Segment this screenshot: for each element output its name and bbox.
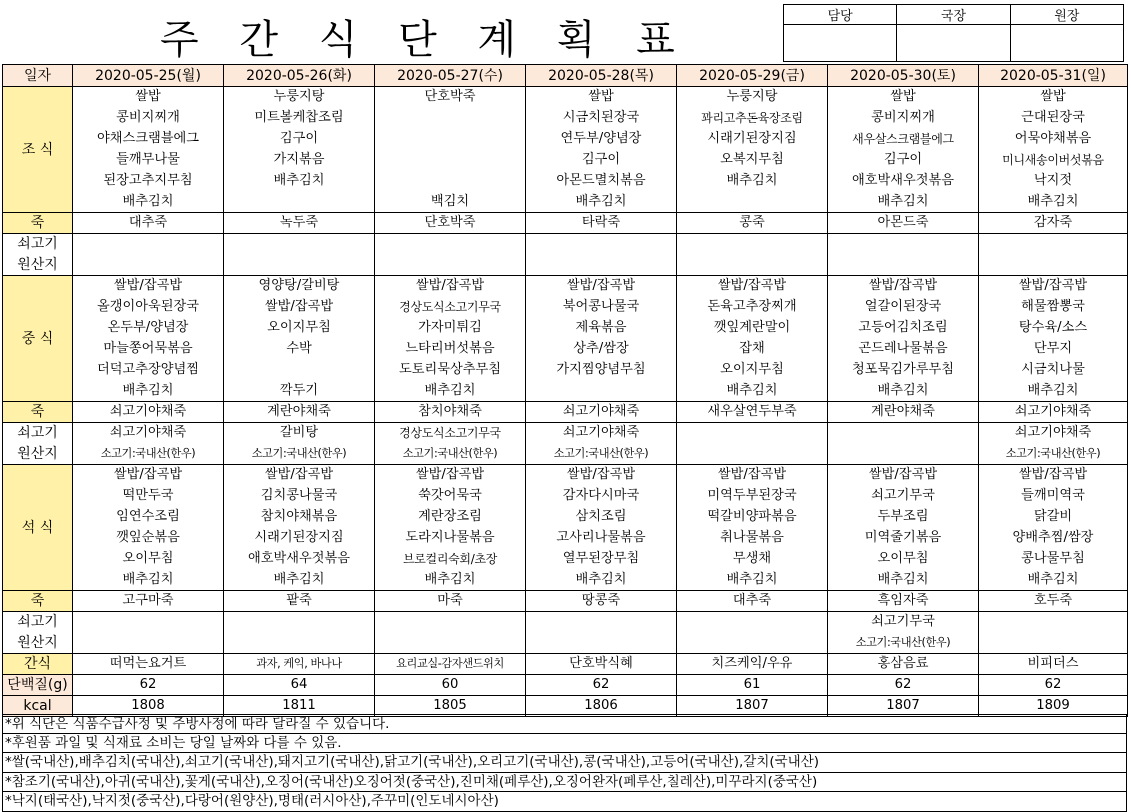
porridge-label: 죽 <box>3 213 73 234</box>
dish-cell: 미트볼케찹조림 <box>224 108 375 129</box>
dish-cell: 배추김치 <box>526 192 677 213</box>
kcal-cell: 1807 <box>677 696 828 717</box>
dish-cell: 배추김치 <box>677 570 828 591</box>
dish-cell: 제육볶음 <box>526 318 677 339</box>
dish-cell <box>224 360 375 381</box>
dish-cell: 쌀밥/잡곡밥 <box>224 465 375 486</box>
dish-cell: 배추김치 <box>979 192 1128 213</box>
origin-label: 원산지 <box>3 255 73 276</box>
approval-sign-cell[interactable] <box>897 25 1010 62</box>
dish-cell: 낙지젓 <box>979 171 1128 192</box>
origin-cell <box>979 633 1128 654</box>
dish-cell: 쌀밥/잡곡밥 <box>828 465 979 486</box>
origin-cell <box>526 234 677 255</box>
origin-cell <box>73 234 224 255</box>
dish-cell: 참치야채볶음 <box>224 507 375 528</box>
origin-cell <box>224 633 375 654</box>
dish-cell: 된장고추지무침 <box>73 171 224 192</box>
dish-cell: 아몬드멸치볶음 <box>526 171 677 192</box>
origin-cell <box>375 234 526 255</box>
dish-cell: 청포묵김가루무침 <box>828 360 979 381</box>
dish-cell: 배추김치 <box>979 381 1128 402</box>
dish-cell: 배추김치 <box>73 192 224 213</box>
dish-cell: 배추김치 <box>526 570 677 591</box>
dish-cell: 연두부/양념장 <box>526 129 677 150</box>
dish-cell: 영양탕/갈비탕 <box>224 276 375 297</box>
dish-cell: 탕수육/소스 <box>979 318 1128 339</box>
dish-cell: 김구이 <box>828 150 979 171</box>
dish-cell: 오이지무침 <box>677 360 828 381</box>
dish-cell: 콩비지찌개 <box>828 108 979 129</box>
date-header: 2020-05-27(수) <box>375 65 526 87</box>
origin-cell: 소고기:국내산(한우) <box>828 633 979 654</box>
porridge-cell: 호두죽 <box>979 591 1128 612</box>
dish-cell: 떡만두국 <box>73 486 224 507</box>
dish-cell: 근대된장국 <box>979 108 1128 129</box>
dish-cell: 상추/쌈장 <box>526 339 677 360</box>
meal-label-lunch: 중 식 <box>3 276 73 402</box>
kcal-cell: 1808 <box>73 696 224 717</box>
dish-cell: 배추김치 <box>677 171 828 192</box>
dish-cell: 배추김치 <box>677 381 828 402</box>
dish-cell: 오이무침 <box>828 549 979 570</box>
origin-cell <box>375 612 526 633</box>
origin-cell: 소고기:국내산(한우) <box>526 444 677 465</box>
dish-cell: 쌀밥 <box>73 87 224 108</box>
origin-cell: 소고기:국내산(한우) <box>73 444 224 465</box>
date-header: 2020-05-31(일) <box>979 65 1128 87</box>
origin-cell <box>979 612 1128 633</box>
porridge-cell: 단호박죽 <box>375 213 526 234</box>
porridge-cell: 땅콩죽 <box>526 591 677 612</box>
porridge-cell: 계란야채죽 <box>224 402 375 423</box>
origin-cell <box>677 444 828 465</box>
porridge-cell: 감자죽 <box>979 213 1128 234</box>
dish-cell: 쌀밥/잡곡밥 <box>526 465 677 486</box>
porridge-cell: 아몬드죽 <box>828 213 979 234</box>
origin-cell: 쇠고기야채죽 <box>73 423 224 444</box>
origin-cell <box>526 255 677 276</box>
snack-cell: 과자, 케익, 바나나 <box>224 654 375 675</box>
dish-cell: 쌀밥 <box>526 87 677 108</box>
dish-cell: 배추김치 <box>828 381 979 402</box>
dish-cell: 브로컬리숙회/초장 <box>375 549 526 570</box>
dish-cell: 임연수조림 <box>73 507 224 528</box>
dish-cell <box>375 171 526 192</box>
dish-cell: 도라지나물볶음 <box>375 528 526 549</box>
origin-label: 쇠고기 <box>3 612 73 633</box>
origin-cell: 쇠고기무국 <box>828 612 979 633</box>
origin-cell: 쇠고기야채죽 <box>979 423 1128 444</box>
porridge-cell: 콩죽 <box>677 213 828 234</box>
dish-cell: 올갱이아욱된장국 <box>73 297 224 318</box>
dish-cell: 백김치 <box>375 192 526 213</box>
origin-label: 쇠고기 <box>3 423 73 444</box>
dish-cell: 쌀밥/잡곡밥 <box>224 297 375 318</box>
snack-cell: 비피더스 <box>979 654 1128 675</box>
dish-cell: 배추김치 <box>828 570 979 591</box>
dish-cell: 얼갈이된장국 <box>828 297 979 318</box>
dish-cell: 계란장조림 <box>375 507 526 528</box>
kcal-cell: 1811 <box>224 696 375 717</box>
dish-cell: 들깨무나물 <box>73 150 224 171</box>
dish-cell: 배추김치 <box>224 570 375 591</box>
dish-cell: 곤드레나물볶음 <box>828 339 979 360</box>
dish-cell <box>677 192 828 213</box>
dish-cell: 북어콩나물국 <box>526 297 677 318</box>
origin-cell <box>375 255 526 276</box>
dish-cell <box>375 108 526 129</box>
dish-cell: 쇠고기무국 <box>828 486 979 507</box>
origin-cell <box>224 255 375 276</box>
dish-cell: 경상도식소고기무국 <box>375 297 526 318</box>
origin-cell <box>828 255 979 276</box>
dish-cell: 미역두부된장국 <box>677 486 828 507</box>
origin-cell <box>526 612 677 633</box>
porridge-cell: 대추죽 <box>73 213 224 234</box>
origin-label: 원산지 <box>3 444 73 465</box>
porridge-label: 죽 <box>3 402 73 423</box>
date-header: 2020-05-26(화) <box>224 65 375 87</box>
dish-cell: 두부조림 <box>828 507 979 528</box>
snack-cell: 떠먹는요거트 <box>73 654 224 675</box>
dish-cell: 쌀밥 <box>828 87 979 108</box>
dish-cell: 단호박죽 <box>375 87 526 108</box>
approval-sign-cell[interactable] <box>1010 25 1123 62</box>
dish-cell: 닭갈비 <box>979 507 1128 528</box>
porridge-cell: 마죽 <box>375 591 526 612</box>
notes-section <box>2 714 1127 812</box>
dish-cell: 배추김치 <box>73 381 224 402</box>
dish-cell: 배추김치 <box>375 570 526 591</box>
porridge-cell: 대추죽 <box>677 591 828 612</box>
page-title: 주 간 식 단 계 획 표 <box>160 17 689 63</box>
origin-cell <box>375 633 526 654</box>
dish-cell: 쌀밥/잡곡밥 <box>677 465 828 486</box>
origin-cell <box>224 234 375 255</box>
dish-cell: 미니새송이버섯볶음 <box>979 150 1128 171</box>
dish-cell: 쌀밥/잡곡밥 <box>828 276 979 297</box>
approval-label: 국장 <box>897 5 1010 25</box>
dish-cell: 야채스크램블에그 <box>73 129 224 150</box>
snack-cell: 홍삼음료 <box>828 654 979 675</box>
dish-cell: 애호박새우젓볶음 <box>224 549 375 570</box>
dish-cell: 배추김치 <box>979 570 1128 591</box>
origin-cell <box>828 423 979 444</box>
dish-cell: 가자미튀김 <box>375 318 526 339</box>
dish-cell: 어묵야채볶음 <box>979 129 1128 150</box>
dish-cell: 마늘쫑어묵볶음 <box>73 339 224 360</box>
dish-cell: 돈육고추장찌개 <box>677 297 828 318</box>
dish-cell: 가지볶음 <box>224 150 375 171</box>
dish-cell <box>375 129 526 150</box>
dish-cell: 시금치나물 <box>979 360 1128 381</box>
origin-cell <box>73 633 224 654</box>
dish-cell: 시금치된장국 <box>526 108 677 129</box>
dish-cell: 쌀밥/잡곡밥 <box>979 465 1128 486</box>
origin-cell: 쇠고기야채죽 <box>526 423 677 444</box>
origin-cell: 소고기:국내산(한우) <box>979 444 1128 465</box>
origin-label: 원산지 <box>3 633 73 654</box>
porridge-cell: 흑임자죽 <box>828 591 979 612</box>
approval-sign-cell[interactable] <box>784 25 897 62</box>
date-header: 2020-05-30(토) <box>828 65 979 87</box>
dish-cell: 쌀밥/잡곡밥 <box>73 465 224 486</box>
dish-cell: 온두부/양념장 <box>73 318 224 339</box>
dish-cell: 더덕고추장양념찜 <box>73 360 224 381</box>
porridge-cell: 타락죽 <box>526 213 677 234</box>
origin-cell <box>979 255 1128 276</box>
origin-cell <box>526 633 677 654</box>
protein-cell: 61 <box>677 675 828 696</box>
date-header: 2020-05-29(금) <box>677 65 828 87</box>
dish-cell: 시래기된장지짐 <box>677 129 828 150</box>
origin-label: 쇠고기 <box>3 234 73 255</box>
dish-cell: 미역줄기볶음 <box>828 528 979 549</box>
origin-cell <box>73 255 224 276</box>
dish-cell: 무생채 <box>677 549 828 570</box>
note-line: *낙지(태국산),낙지젓(중국산),다랑어(원양산),명태(러시아산),주꾸미(인도네시아산) <box>2 792 1127 812</box>
dish-cell: 쌀밥/잡곡밥 <box>73 276 224 297</box>
dish-cell: 가지찜양념무침 <box>526 360 677 381</box>
snack-label: 간식 <box>3 654 73 675</box>
porridge-cell: 새우살연두부죽 <box>677 402 828 423</box>
dish-cell: 양배추찜/쌈장 <box>979 528 1128 549</box>
porridge-cell: 쇠고기야채죽 <box>73 402 224 423</box>
kcal-label: kcal <box>3 696 73 717</box>
protein-cell: 60 <box>375 675 526 696</box>
dish-cell: 쌀밥/잡곡밥 <box>526 276 677 297</box>
dish-cell: 배추김치 <box>375 381 526 402</box>
dish-cell: 잡채 <box>677 339 828 360</box>
dish-cell: 쌀밥/잡곡밥 <box>677 276 828 297</box>
dish-cell: 꽈리고추돈육장조림 <box>677 108 828 129</box>
dish-cell: 새우살스크램블에그 <box>828 129 979 150</box>
note-line: *위 식단은 식품수급사정 및 주방사정에 따라 달라질 수 있습니다. <box>2 714 1127 734</box>
dish-cell: 열무된장무침 <box>526 549 677 570</box>
dish-cell: 떡갈비양파볶음 <box>677 507 828 528</box>
protein-cell: 62 <box>73 675 224 696</box>
origin-cell <box>73 612 224 633</box>
dish-cell: 배추김치 <box>73 570 224 591</box>
approval-box <box>783 4 1124 62</box>
dish-cell: 배추김치 <box>224 171 375 192</box>
origin-cell <box>828 444 979 465</box>
dish-cell: 들깨미역국 <box>979 486 1128 507</box>
dish-cell: 김구이 <box>224 129 375 150</box>
dish-cell: 배추김치 <box>828 192 979 213</box>
origin-cell <box>677 255 828 276</box>
kcal-cell: 1807 <box>828 696 979 717</box>
porridge-cell: 계란야채죽 <box>828 402 979 423</box>
dish-cell: 쌀밥 <box>979 87 1128 108</box>
dish-cell: 감자다시마국 <box>526 486 677 507</box>
origin-cell <box>979 234 1128 255</box>
dish-cell: 단무지 <box>979 339 1128 360</box>
protein-cell: 62 <box>526 675 677 696</box>
dish-cell: 누룽지탕 <box>677 87 828 108</box>
dish-cell: 콩나물무침 <box>979 549 1128 570</box>
note-line: *참조기(국내산),아귀(국내산),꽃게(국내산),오징어(국내산)오징어젓(중국산),진미채(페루산),오징어완자(페루산,칠레산),미꾸라지(중국산) <box>2 773 1127 793</box>
protein-cell: 62 <box>979 675 1128 696</box>
origin-cell <box>828 234 979 255</box>
origin-cell <box>677 423 828 444</box>
porridge-cell: 팥죽 <box>224 591 375 612</box>
porridge-label: 죽 <box>3 591 73 612</box>
date-header: 2020-05-28(목) <box>526 65 677 87</box>
dish-cell: 콩비지찌개 <box>73 108 224 129</box>
dish-cell: 깍두기 <box>224 381 375 402</box>
porridge-cell: 녹두죽 <box>224 213 375 234</box>
date-header: 2020-05-25(월) <box>73 65 224 87</box>
snack-cell: 치즈케익/우유 <box>677 654 828 675</box>
dish-cell: 도토리묵상추무침 <box>375 360 526 381</box>
dish-cell <box>526 381 677 402</box>
origin-cell: 소고기:국내산(한우) <box>375 444 526 465</box>
snack-cell: 단호박식혜 <box>526 654 677 675</box>
dish-cell: 수박 <box>224 339 375 360</box>
dish-cell: 삼치조림 <box>526 507 677 528</box>
kcal-cell: 1809 <box>979 696 1128 717</box>
origin-cell <box>224 612 375 633</box>
kcal-cell: 1806 <box>526 696 677 717</box>
meal-label-dinner: 석 식 <box>3 465 73 591</box>
note-line: *후원품 과일 및 식재료 소비는 당일 날짜와 다를 수 있음. <box>2 734 1127 754</box>
dish-cell: 깻잎계란말이 <box>677 318 828 339</box>
origin-cell: 갈비탕 <box>224 423 375 444</box>
porridge-cell: 쇠고기야채죽 <box>526 402 677 423</box>
origin-cell <box>677 234 828 255</box>
porridge-cell: 쇠고기야채죽 <box>979 402 1128 423</box>
origin-cell <box>677 612 828 633</box>
meal-label-breakfast: 조 식 <box>3 87 73 213</box>
dish-cell: 쌀밥/잡곡밥 <box>375 276 526 297</box>
porridge-cell: 고구마죽 <box>73 591 224 612</box>
dish-cell: 쌀밥/잡곡밥 <box>375 465 526 486</box>
protein-label: 단백질(g) <box>3 675 73 696</box>
note-line: *쌀(국내산),배추김치(국내산),쇠고기(국내산),돼지고기(국내산),닭고기(국내산),오리고기(국내산),콩(국내산),고등어(국내산),갈치(국내산) <box>2 753 1127 773</box>
dish-cell: 쌀밥/잡곡밥 <box>979 276 1128 297</box>
protein-cell: 62 <box>828 675 979 696</box>
dish-cell: 취나물볶음 <box>677 528 828 549</box>
porridge-cell: 참치야채죽 <box>375 402 526 423</box>
origin-cell: 경상도식소고기무국 <box>375 423 526 444</box>
approval-label: 원장 <box>1010 5 1123 25</box>
dish-cell: 느타리버섯볶음 <box>375 339 526 360</box>
origin-cell: 소고기:국내산(한우) <box>224 444 375 465</box>
dish-cell: 깻잎순볶음 <box>73 528 224 549</box>
dish-cell: 누룽지탕 <box>224 87 375 108</box>
meal-plan-table <box>2 64 1128 717</box>
snack-cell: 요리교실-감자샌드위치 <box>375 654 526 675</box>
dish-cell: 오이무침 <box>73 549 224 570</box>
dish-cell: 김구이 <box>526 150 677 171</box>
kcal-cell: 1805 <box>375 696 526 717</box>
dish-cell: 오복지무침 <box>677 150 828 171</box>
dish-cell: 시래기된장지짐 <box>224 528 375 549</box>
approval-label: 담당 <box>784 5 897 25</box>
dish-cell: 쑥갓어묵국 <box>375 486 526 507</box>
dish-cell: 애호박새우젓볶음 <box>828 171 979 192</box>
dish-cell: 오이지무침 <box>224 318 375 339</box>
dish-cell: 고등어김치조림 <box>828 318 979 339</box>
dish-cell: 김치콩나물국 <box>224 486 375 507</box>
protein-cell: 64 <box>224 675 375 696</box>
dish-cell: 고사리나물볶음 <box>526 528 677 549</box>
dish-cell <box>375 150 526 171</box>
header-label: 일자 <box>3 65 73 87</box>
dish-cell <box>224 192 375 213</box>
origin-cell <box>677 633 828 654</box>
dish-cell: 해물짬뽕국 <box>979 297 1128 318</box>
